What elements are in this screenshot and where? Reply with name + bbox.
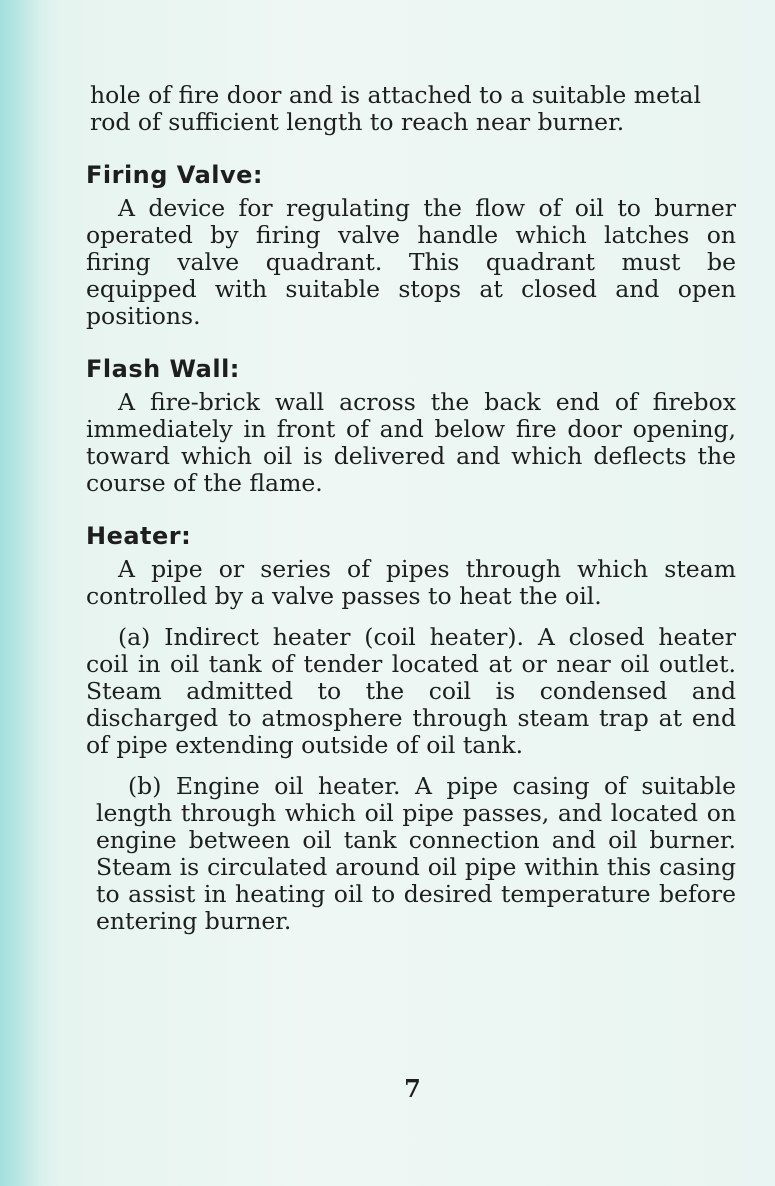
heater-item-a: (a) Indirect heater (coil heater). A closed heater coil in oil tank of tender located at or near oil outlet. Steam admitted to the coil is condensed and discharged to atmosphere through steam trap at end of pipe extending outside of oil tank. bbox=[86, 623, 736, 759]
section-body: A device for regulating the flow of oil to burner operated by firing valve handle which latches on firing valve quadrant. This quadrant must be equipped with suitable stops at closed and open positions. bbox=[86, 194, 736, 330]
section-heading: Heater: bbox=[86, 522, 192, 550]
section-flash-wall bbox=[86, 356, 736, 497]
page-edge-tint bbox=[0, 0, 40, 1186]
section-body: A pipe or series of pipes through which steam controlled by a valve passes to heat the oil. bbox=[86, 555, 736, 610]
section-body: A fire-brick wall across the back end of firebox immediately in front of and below fire door opening, toward which oil is delivered and which deflects the course of the flame. bbox=[86, 388, 736, 497]
heater-item-b: (b) Engine oil heater. A pipe casing of suitable length through which oil pipe passes, and located on engine between oil tank connection and oil burner. Steam is circulated around oil pipe within this casing to assist in heating oil to desired temperature before entering burner. bbox=[96, 772, 736, 935]
page-content bbox=[86, 82, 736, 935]
section-heading: Firing Valve: bbox=[86, 161, 264, 189]
continued-paragraph: hole of fire door and is attached to a suitable metal rod of sufficient length to reach near burner. bbox=[90, 81, 701, 136]
page-number: 7 bbox=[404, 1074, 421, 1103]
section-firing-valve bbox=[86, 162, 736, 330]
section-heading: Flash Wall: bbox=[86, 355, 240, 383]
section-heater bbox=[86, 523, 736, 935]
